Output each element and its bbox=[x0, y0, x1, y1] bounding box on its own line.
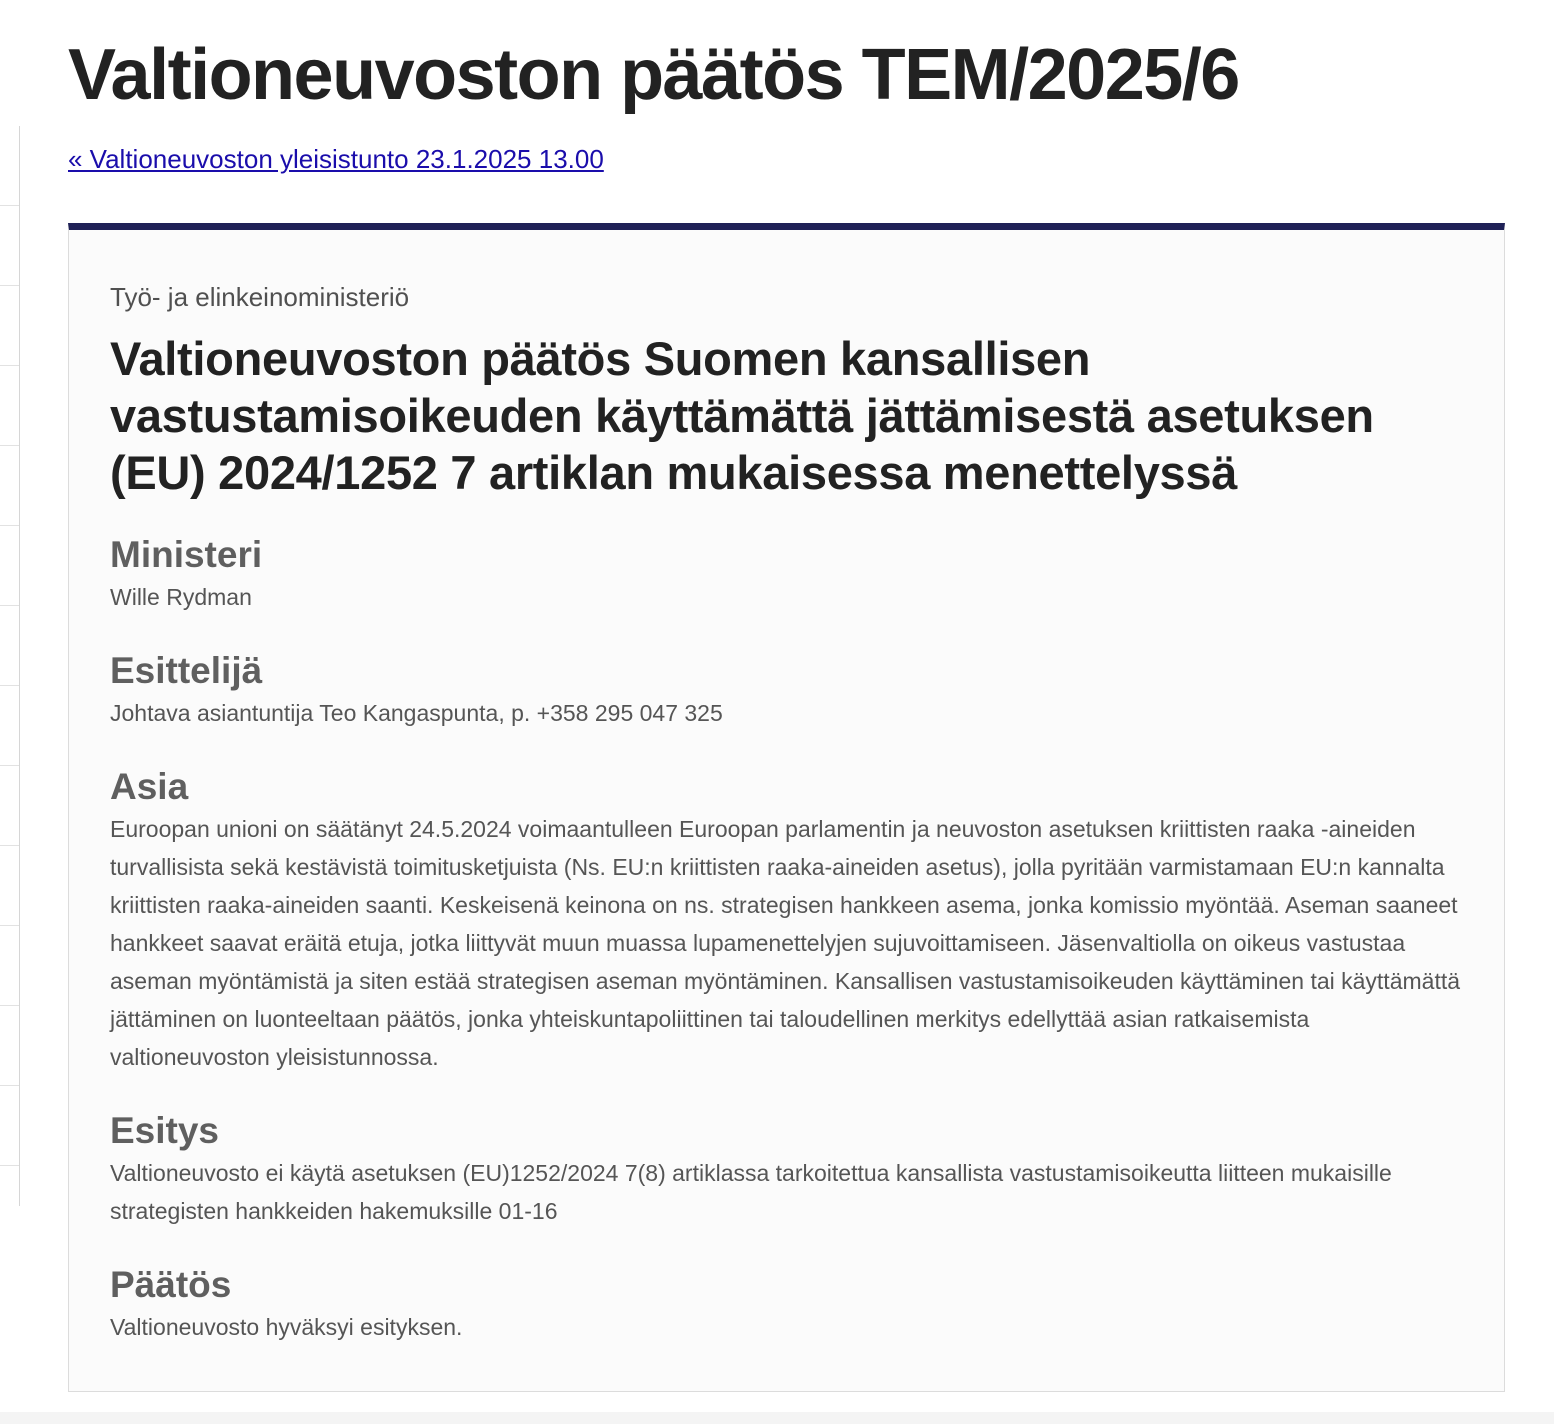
sidebar-cell bbox=[0, 366, 19, 446]
sidebar-cell bbox=[0, 126, 19, 206]
section-esitys bbox=[110, 1110, 1464, 1230]
section-text: Valtioneuvosto ei käytä asetuksen (EU)1252/2024 7(8) artiklassa tarkoitettua kansallista vastustamisoikeutta liitteen mukaisille strategisten hankkeiden hakemuksille 01-16 bbox=[110, 1160, 1392, 1224]
section-text: Valtioneuvosto hyväksyi esityksen. bbox=[110, 1314, 463, 1340]
page-bottom-strip bbox=[0, 1412, 1554, 1424]
section-heading: Esittelijä bbox=[110, 650, 263, 691]
section-paatos bbox=[110, 1264, 1464, 1346]
section-text: Wille Rydman bbox=[110, 584, 252, 610]
section-heading: Päätös bbox=[110, 1264, 232, 1305]
sidebar-cell bbox=[0, 766, 19, 846]
back-to-session-link[interactable]: « Valtioneuvoston yleisistunto 23.1.2025 13.00 bbox=[68, 144, 604, 174]
left-sidebar-edge bbox=[0, 126, 20, 1206]
decision-title: Valtioneuvoston päätös Suomen kansallisen vastustamisoikeuden käyttämättä jättämisestä asetuksen (EU) 2024/1252 7 artiklan mukaisessa menettelyssä bbox=[110, 332, 1374, 499]
sidebar-cell bbox=[0, 526, 19, 606]
sidebar-cell bbox=[0, 1006, 19, 1086]
ministry-label: Työ- ja elinkeinoministeriö bbox=[110, 282, 410, 312]
sidebar-cell bbox=[0, 446, 19, 526]
decision-card bbox=[68, 223, 1505, 1392]
section-ministeri bbox=[110, 534, 1464, 616]
decision-card-content bbox=[69, 230, 1504, 1346]
page-title: Valtioneuvoston päätös TEM/2025/6 bbox=[68, 35, 1239, 115]
section-text: Euroopan unioni on säätänyt 24.5.2024 voimaantulleen Euroopan parlamentin ja neuvoston asetuksen kriittisten raaka -aineiden turvallisista sekä kestävistä toimitusketjuista (Ns. EU:n kriittisten raaka-aineiden asetus), jolla pyritään varmistamaan EU:n kannalta kriittisten raaka-aineiden saanti. Keskeisenä keinona on ns. strategisen hankkeen asema, jonka komissio myöntää. Aseman saaneet hankkeet saavat eräitä etuja, jotka liittyvät muun muassa lupamenettelyjen sujuvoittamiseen. Jäsenvaltiolla on oikeus vastustaa aseman myöntämistä ja siten estää strategisen aseman myöntäminen. Kansallisen vastustamisoikeuden käyttäminen tai käyttämättä jättäminen on luonteeltaan päätös, jonka yhteiskuntapoliittinen tai taloudellinen merkitys edellyttää asian ratkaisemista valtioneuvoston yleisistunnossa. bbox=[110, 816, 1461, 1070]
sidebar-cell bbox=[0, 686, 19, 766]
sidebar-cell bbox=[0, 206, 19, 286]
sidebar-cell bbox=[0, 1086, 19, 1166]
sidebar-cell bbox=[0, 926, 19, 1006]
sidebar-cell bbox=[0, 846, 19, 926]
section-text: Johtava asiantuntija Teo Kangaspunta, p. +358 295 047 325 bbox=[110, 700, 723, 726]
section-asia bbox=[110, 766, 1464, 1076]
section-heading: Ministeri bbox=[110, 534, 263, 575]
sidebar-cell bbox=[0, 286, 19, 366]
section-heading: Esitys bbox=[110, 1110, 220, 1151]
section-heading: Asia bbox=[110, 766, 189, 807]
section-esittelija bbox=[110, 650, 1464, 732]
sidebar-cell bbox=[0, 606, 19, 686]
